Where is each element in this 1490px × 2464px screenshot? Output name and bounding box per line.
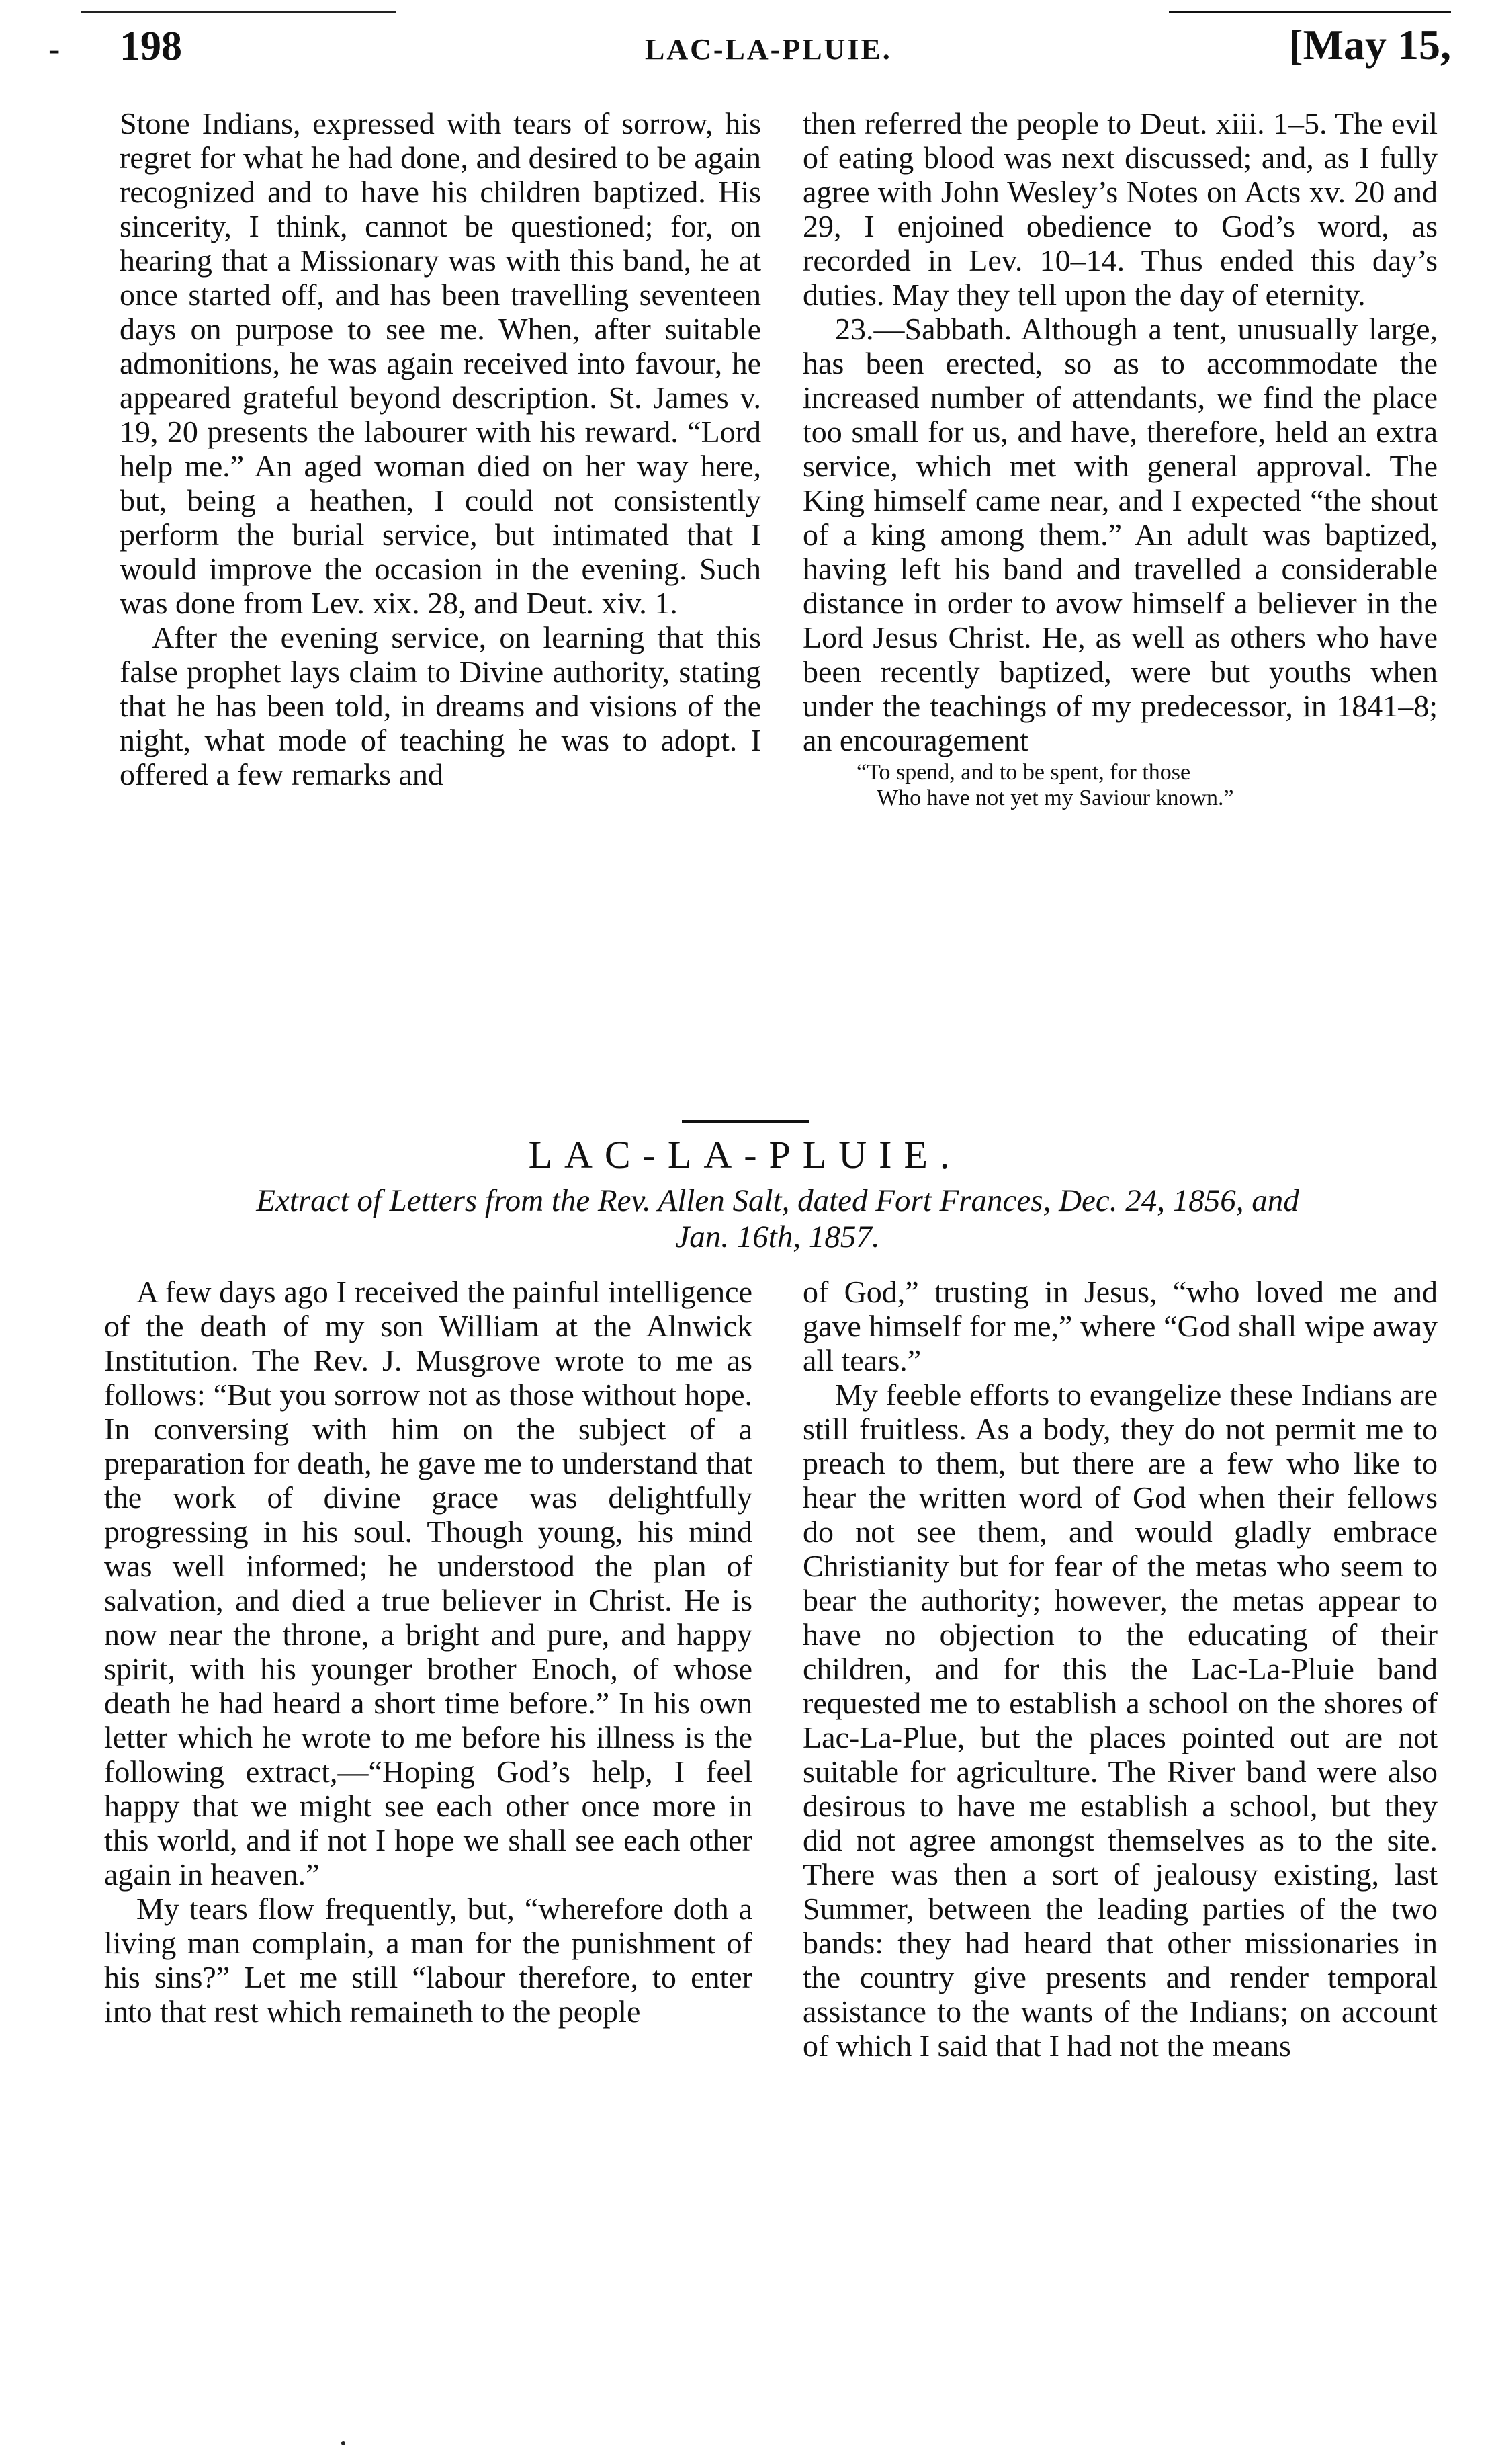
article1-left-paragraph-2: After the evening service, on learning that this false prophet lays claim to Divine authority, stating that he has been told, in dreams and visions of the night, what mode of teaching he was to adopt. I offered a few remarks and <box>120 620 761 792</box>
running-title: LAC-LA-PLUIE. <box>645 33 892 66</box>
article1-right-paragraph-1: then referred the people to Deut. xiii. 1–5. The evil of eating blood was next discussed; and, as I fully agree with John Wesley’s Notes on Acts xv. 20 and 29, I enjoined obedience to God’s word, as recorded in Lev. 10–14. Thus ended this day’s duties. May they tell upon the day of eternity. <box>803 106 1438 312</box>
section-divider <box>682 1120 809 1123</box>
article1-right-column <box>803 106 1438 811</box>
article1-right-paragraph-2: 23.—Sabbath. Although a tent, unusually large, has been erected, so as to accommodate the increased number of attendants, we find the place too small for us, and have, therefore, held an extra service, which met with general approval. The King himself came near, and I expected “the shout of a king among them.” An adult was baptized, having left his band and travelled a considerable distance in order to avow himself a believer in the Lord Jesus Christ. He, as well as others who have been recently baptized, were but youths when under the teachings of my predecessor, in 1841–8; an encouragement <box>803 312 1438 757</box>
page-header <box>40 20 1451 74</box>
article2-right-column <box>803 1275 1438 2063</box>
page-number: 198 <box>120 24 182 69</box>
verse-quote <box>803 760 1438 811</box>
print-speck <box>341 2441 345 2445</box>
article2-left-column <box>104 1275 752 2029</box>
article2-subtitle <box>114 1183 1441 1255</box>
verse-quote-line-2: Who have not yet my Saviour known.” <box>877 785 1234 810</box>
verse-quote-line-1: “To spend, and to be spent, for those <box>857 760 1191 785</box>
article2-subtitle-line-2: Jan. 16th, 1857. <box>675 1220 880 1255</box>
article2-right-paragraph-2: My feeble efforts to evangelize these Indians are still fruitless. As a body, they do not permit me to preach to them, but there are a few who like to hear the written word of God when their fellows do not see them, and would gladly embrace Christianity but for fear of the metas who seem to bear the authority; however, the metas appear to have no objection to the educating of their children, and for this the Lac-La-Pluie band requested me to establish a school on the shores of Lac-La-Plue, but the places pointed out are not suitable for agriculture. The River band were also desirous to have me establish a school, but they did not agree amongst themselves as to the site. There was then a sort of jealousy existing, last Summer, between the leading parties of the two bands: they had heard that other missionaries in the country give presents and render temporal assistance to the wants of the Indians; on account of which I said that I had not the means <box>803 1377 1438 2063</box>
header-rule-left <box>81 11 396 13</box>
article1-left-paragraph-1: Stone Indians, expressed with tears of sorrow, his regret for what he had done, and desired to be again recognized and to have his children baptized. His sincerity, I think, cannot be questioned; for, on hearing that a Missionary was with this band, he at once started off, and has been travelling seventeen days on purpose to see me. When, after suitable admonitions, he was again received into favour, he appeared grateful beyond description. St. James v. 19, 20 presents the labourer with his reward. “Lord help me.” An aged woman died on her way here, but, being a heathen, I could not consistently perform the burial service, but intimated that I would improve the occasion in the evening. Such was done from Lev. xix. 28, and Deut. xiv. 1. <box>120 106 761 620</box>
article1-left-column <box>120 106 761 792</box>
header-rule-right <box>1169 11 1451 13</box>
article2-left-paragraph-2: My tears flow frequently, but, “wherefore doth a living man complain, a man for the punishment of his sins?” Let me still “labour therefore, to enter into that rest which remaineth to the people <box>104 1892 752 2029</box>
article2-right-paragraph-1: of God,” trusting in Jesus, “who loved me and gave himself for me,” where “God shall wipe away all tears.” <box>803 1275 1438 1377</box>
article2-left-paragraph-1: A few days ago I received the painful intelligence of the death of my son William at the Alnwick Institution. The Rev. J. Musgrove wrote to me as follows: “But you sorrow not as those without hope. In conversing with him on the subject of a preparation for death, he gave me to understand that the work of divine grace was delightfully progressing in his soul. Though young, his mind was well informed; he understood the plan of salvation, and died a true believer in Christ. He is now near the throne, a bright and pure, and happy spirit, with his younger brother Enoch, of whose death he had heard a short time before.” In his own letter which he wrote to me before his illness is the following extract,—“Hoping God’s help, I feel happy that we might see each other once more in this world, and if not I hope we shall see each other again in heaven.” <box>104 1275 752 1892</box>
article2-subtitle-line-1: Extract of Letters from the Rev. Allen Salt, dated Fort Frances, Dec. 24, 1856, and <box>256 1183 1299 1218</box>
article2-title: LAC-LA-PLUIE. <box>528 1133 962 1177</box>
header-dash: - <box>48 30 60 69</box>
header-date: [May 15, <box>1288 21 1451 69</box>
